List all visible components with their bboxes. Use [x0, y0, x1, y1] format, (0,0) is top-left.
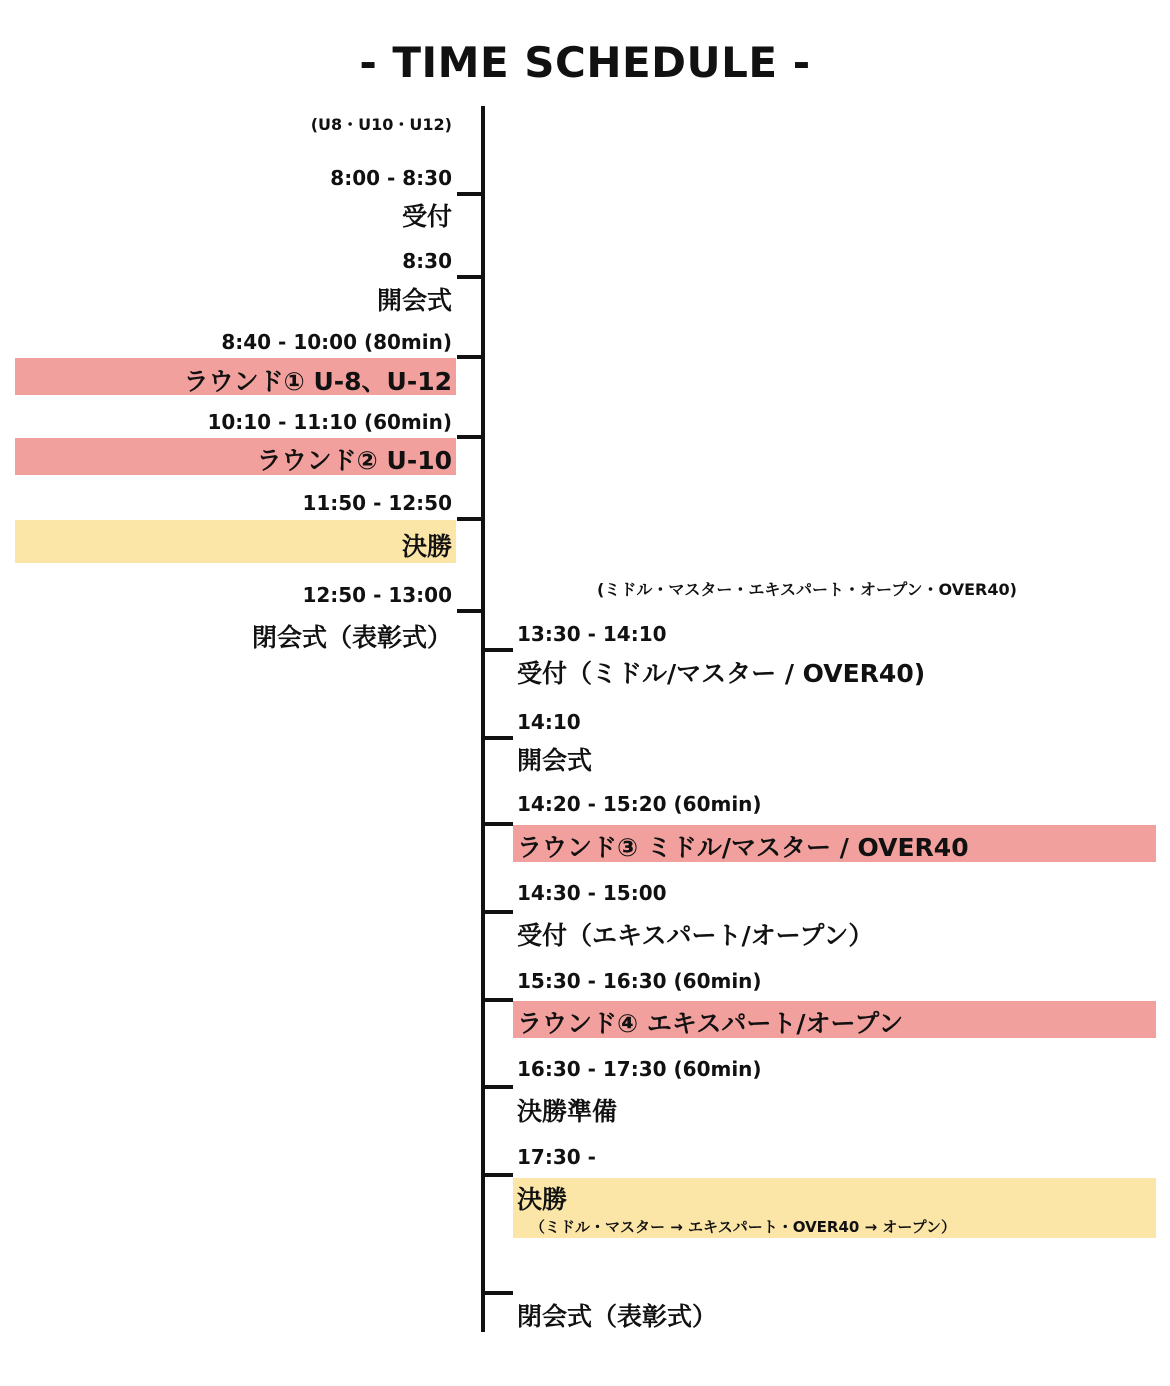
right-item-time: 13:30 - 14:10: [517, 622, 667, 646]
left-item-time: 10:10 - 11:10 (60min): [207, 410, 452, 434]
timeline-tick: [481, 1173, 513, 1177]
timeline-tick: [457, 435, 485, 439]
timeline-tick: [481, 736, 513, 740]
timeline-tick: [457, 355, 485, 359]
left-group-label: (U8・U10・U12): [310, 115, 452, 134]
left-item-time: 8:40 - 10:00 (80min): [221, 330, 452, 354]
timeline-tick: [457, 192, 485, 196]
right-item-time: 15:30 - 16:30 (60min): [517, 969, 762, 993]
right-group-label: (ミドル・マスター・エキスパート・オープン・OVER40): [597, 580, 1017, 599]
left-item-event: 決勝: [401, 532, 452, 561]
timeline-tick: [481, 1291, 513, 1295]
right-item-time: 16:30 - 17:30 (60min): [517, 1057, 762, 1081]
timeline-tick: [457, 517, 485, 521]
right-item-event: ラウンド③ ミドル/マスター / OVER40: [517, 833, 969, 862]
left-item-event: ラウンド① U-8、U-12: [183, 367, 452, 396]
timeline-tick: [481, 822, 513, 826]
right-item-time: 14:30 - 15:00: [517, 881, 667, 905]
left-item-time: 8:30: [402, 249, 452, 273]
final-highlight-band: [15, 520, 456, 563]
right-item-event: 閉会式（表彰式）: [517, 1302, 718, 1331]
right-item-event: 決勝: [517, 1185, 568, 1214]
timeline-tick: [481, 910, 513, 914]
right-item-event: 開会式: [517, 746, 593, 775]
right-item-event: 受付（ミドル/マスター / OVER40): [517, 659, 926, 688]
left-item-time: 12:50 - 13:00: [302, 583, 452, 607]
right-item-time: 17:30 -: [517, 1145, 596, 1169]
timeline-tick: [481, 648, 513, 652]
left-item-time: 8:00 - 8:30: [330, 166, 452, 190]
right-item-time: 14:10: [517, 710, 581, 734]
left-item-event: 閉会式（表彰式）: [251, 623, 452, 652]
final-order-note: （ミドル・マスター → エキスパート・OVER40 → オープン）: [530, 1218, 957, 1236]
timeline-tick: [481, 998, 513, 1002]
right-item-event: ラウンド④ エキスパート/オープン: [517, 1009, 904, 1038]
timeline-tick: [457, 609, 485, 613]
right-item-event: 決勝準備: [517, 1097, 618, 1126]
left-item-time: 11:50 - 12:50: [302, 491, 452, 515]
right-item-event: 受付（エキスパート/オープン）: [517, 921, 874, 950]
timeline-tick: [457, 275, 485, 279]
page-title: - TIME SCHEDULE -: [359, 38, 811, 87]
left-item-event: ラウンド② U-10: [256, 446, 452, 475]
left-item-event: 受付: [401, 202, 452, 231]
left-item-event: 開会式: [376, 286, 452, 315]
timeline-tick: [481, 1085, 513, 1089]
right-item-time: 14:20 - 15:20 (60min): [517, 792, 762, 816]
timeline-axis: [481, 106, 485, 1332]
